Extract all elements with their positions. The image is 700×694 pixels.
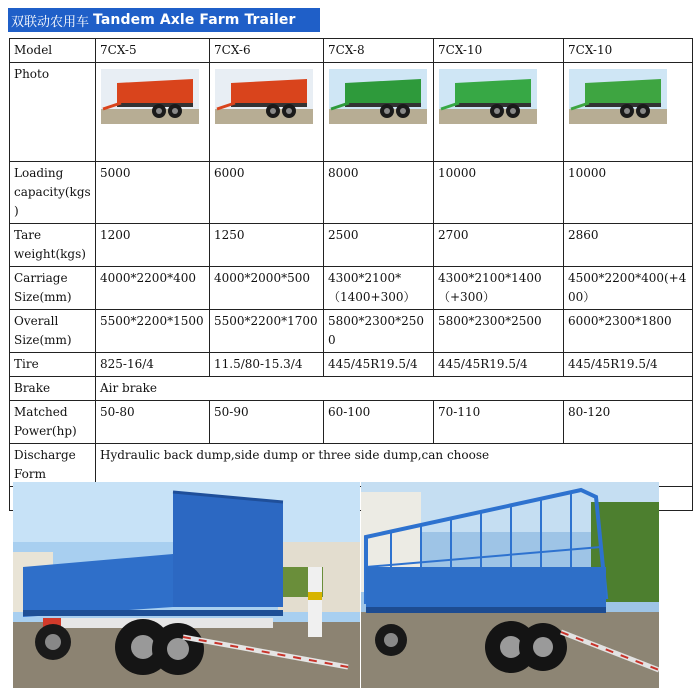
- row-label: Tire: [10, 353, 96, 377]
- row-label: Model: [10, 39, 96, 63]
- row-label: Photo: [10, 63, 96, 162]
- title-english: Tandem Axle Farm Trailer: [93, 12, 296, 28]
- trailer-photo-left: [13, 482, 360, 688]
- table-row: [10, 162, 693, 224]
- table-cell: 445/45R19.5/4: [564, 353, 693, 377]
- table-cell: 5500*2200*1700: [210, 310, 324, 353]
- row-label: Overall Size(mm): [10, 310, 96, 353]
- table-cell: 2860: [564, 224, 693, 267]
- row-label: Carriage Size(mm): [10, 267, 96, 310]
- table-cell: 6000*2300*1800: [564, 310, 693, 353]
- table-cell: 5800*2300*2500: [434, 310, 564, 353]
- row-label: Loading capacity(kgs ): [10, 162, 96, 224]
- model-cell: 7CX-8: [324, 39, 434, 63]
- table-cell: 4300*2100*1400（+300）: [434, 267, 564, 310]
- trailer-photo-right: [361, 482, 659, 688]
- photo-cell: [96, 63, 210, 162]
- photo-cell: [434, 63, 564, 162]
- table-row: [10, 310, 693, 353]
- table-cell: 10000: [564, 162, 693, 224]
- table-cell: 11.5/80-15.3/4: [210, 353, 324, 377]
- table-cell: 50-80: [96, 401, 210, 444]
- table-cell: 4000*2200*400: [96, 267, 210, 310]
- table-cell: 60-100: [324, 401, 434, 444]
- table-cell: 2500: [324, 224, 434, 267]
- spec-table: [9, 38, 693, 511]
- table-cell: 8000: [324, 162, 434, 224]
- trailer-thumbnail: [329, 69, 427, 124]
- table-cell: 1250: [210, 224, 324, 267]
- table-cell: 825-16/4: [96, 353, 210, 377]
- trailer-thumbnail: [439, 69, 537, 124]
- row-label: Brake: [10, 377, 96, 401]
- row-label: Discharge Form: [10, 444, 96, 487]
- trailer-thumbnail: [215, 69, 313, 124]
- table-cell: 70-110: [434, 401, 564, 444]
- table-cell: 5000: [96, 162, 210, 224]
- model-cell: 7CX-10: [434, 39, 564, 63]
- photo-cell: [324, 63, 434, 162]
- model-cell: 7CX-6: [210, 39, 324, 63]
- table-row: [10, 401, 693, 444]
- row-label: Matched Power(hp): [10, 401, 96, 444]
- table-cell: Hydraulic back dump,side dump or three side dump,can choose: [96, 444, 693, 487]
- row-label: Tare weight(kgs): [10, 224, 96, 267]
- table-cell: 1200: [96, 224, 210, 267]
- table-row-photo: [10, 63, 693, 162]
- table-row: [10, 267, 693, 310]
- table-cell: 4000*2000*500: [210, 267, 324, 310]
- table-cell: 50-90: [210, 401, 324, 444]
- title-chinese: 双联动农用车: [11, 14, 90, 30]
- page-title: [8, 8, 320, 32]
- table-cell: 4500*2200*400(+400）: [564, 267, 693, 310]
- table-row: [10, 444, 693, 487]
- table-cell: 445/45R19.5/4: [434, 353, 564, 377]
- table-row: [10, 224, 693, 267]
- model-cell: 7CX-10: [564, 39, 693, 63]
- table-cell: 80-120: [564, 401, 693, 444]
- blue-cage-trailer-image: [361, 482, 659, 688]
- table-cell: 5500*2200*1500: [96, 310, 210, 353]
- table-cell: 10000: [434, 162, 564, 224]
- table-row: [10, 353, 693, 377]
- photo-cell: [210, 63, 324, 162]
- blue-dump-trailer-image: [13, 482, 360, 688]
- photo-cell: [564, 63, 693, 162]
- table-cell: 2700: [434, 224, 564, 267]
- table-cell: Air brake: [96, 377, 693, 401]
- table-cell: 5800*2300*2500: [324, 310, 434, 353]
- trailer-thumbnail: [101, 69, 199, 124]
- table-row-model: [10, 39, 693, 63]
- table-cell: 6000: [210, 162, 324, 224]
- trailer-thumbnail: [569, 69, 667, 124]
- table-row: [10, 377, 693, 401]
- model-cell: 7CX-5: [96, 39, 210, 63]
- table-cell: 445/45R19.5/4: [324, 353, 434, 377]
- table-cell: 4300*2100*（1400+300）: [324, 267, 434, 310]
